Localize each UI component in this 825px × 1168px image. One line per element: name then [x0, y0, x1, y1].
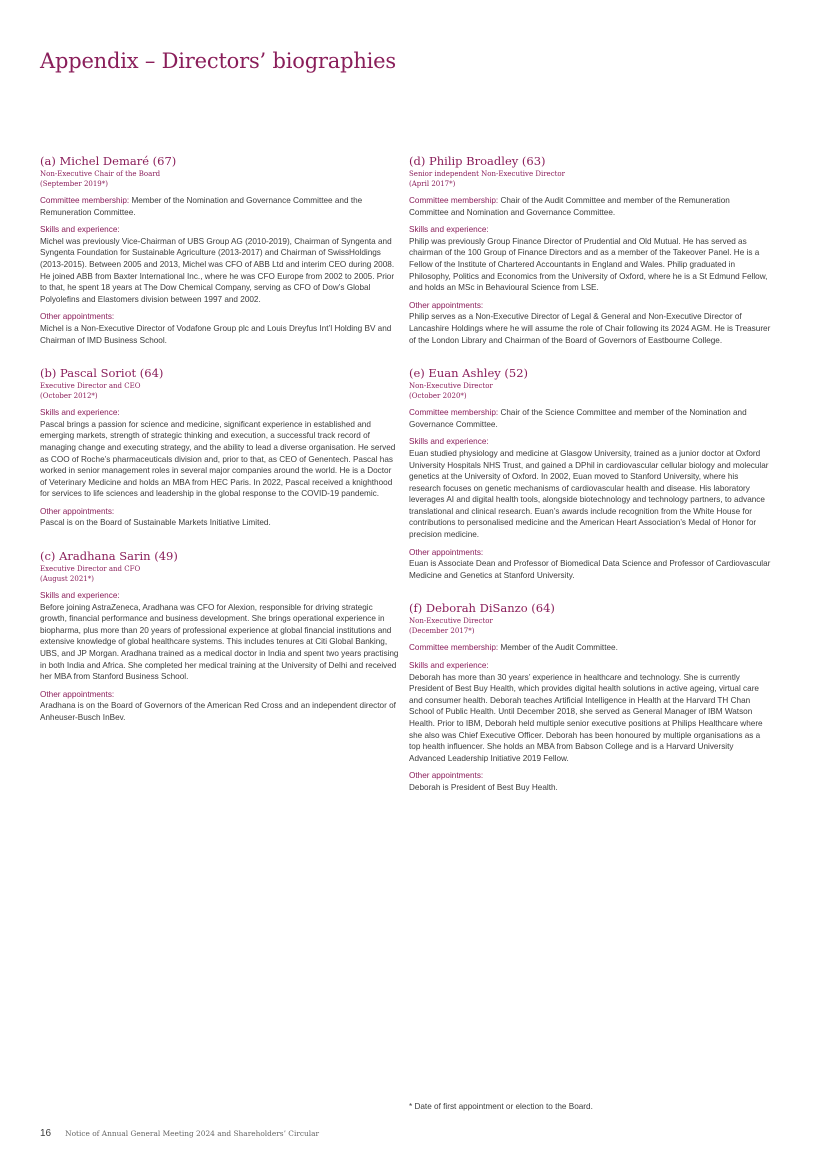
skills-label: Skills and experience: — [40, 591, 120, 601]
committee-text: Chair of the Audit Committee and member of the Remuneration Committee and Nomination and Governance Committee. — [409, 196, 730, 217]
director-bio — [409, 601, 771, 793]
committee-membership — [409, 642, 771, 654]
skills-text: Pascal brings a passion for science and medicine, significant experience in established and emerging markets, strength of strategic thinking and execution, a successful track record of managing change and executing strategy, and the ability to lead a diverse organisation. He served as COO of Roche’s pharmaceuticals division and, prior to that, as CEO of Genentech. Pascal has worked in senior management roles in several major companies around the world. He is a Doctor of Veterinary Medicine and holds an MBA from HEC Paris. In 2022, Pascal received a knighthood for services to life sciences and leadership in the global response to the COVID-19 pandemic. — [40, 419, 396, 499]
other-appointments-text: Pascal is on the Board of Sustainable Markets Initiative Limited. — [40, 518, 271, 528]
committee-label: Committee membership: — [409, 643, 499, 653]
director-name: (b) Pascal Soriot (64) — [40, 366, 164, 381]
other-appointments-text: Aradhana is on the Board of Governors of the American Red Cross and an independent director of Anheuser-Busch InBev. — [40, 701, 396, 722]
director-role: Non-Executive Chair of the Board — [40, 170, 161, 178]
other-appointments-label: Other appointments: — [409, 300, 484, 310]
skills-text: Before joining AstraZeneca, Aradhana was CFO for Alexion, responsible for driving strategic growth, financial performance and business development. She brings operational experience in biopharma, plus more than 20 years of professional experience at global financial institutions and extensive knowledge of global healthcare systems. This includes tenures at Citi Global Banking, UBS, and JP Morgan. Aradhana trained as a medical doctor in India and spent two years practising in both India and Africa. She completed her medical training at the University of Delhi and received her MBA from Stanford Business School. — [40, 602, 399, 682]
skills-text: Michel was previously Vice-Chairman of UBS Group AG (2010-2019), Chairman of Syngenta and Syngenta Foundation for Sustainable Agriculture (2013-2017) and Chairman of SwissHoldings (2013-2015). Between 2005 and 2013, Michel was CFO of ABB Ltd and interim CEO during 2008. He joined ABB from Baxter International Inc., where he was CFO Europe from 2002 to 2005. Prior to that, he spent 18 years at The Dow Chemical Company, serving as CFO of Dow’s Global Polyolefins and Elastomers division between 1997 and 2002. — [40, 236, 395, 304]
skills-label: Skills and experience: — [409, 661, 489, 671]
other-appointments-label: Other appointments: — [40, 689, 115, 699]
appointment-date: (August 2021*) — [40, 575, 94, 584]
other-appointments-label: Other appointments: — [409, 771, 484, 781]
director-role: Non-Executive Director — [409, 617, 493, 626]
director-name: (d) Philip Broadley (63) — [409, 154, 546, 168]
director-bio — [409, 366, 771, 581]
director-bio — [40, 366, 400, 529]
appointment-date: (April 2017*) — [409, 180, 456, 188]
committee-text: Chair of the Science Committee and member of the Nomination and Governance Committee. — [409, 408, 747, 429]
committee-label: Committee membership: — [409, 196, 499, 205]
document-title: Notice of Annual General Meeting 2024 and Shareholders’ Circular — [65, 1129, 320, 1138]
committee-membership — [40, 195, 400, 218]
director-name: (f) Deborah DiSanzo (64) — [409, 601, 555, 616]
skills-label: Skills and experience: — [409, 437, 489, 447]
left-column — [40, 154, 400, 744]
committee-text: Member of the Audit Committee. — [498, 643, 618, 653]
appointment-date: (December 2017*) — [409, 627, 475, 636]
skills-label: Skills and experience: — [40, 225, 120, 235]
committee-text: Member of the Nomination and Governance Committee and the Remuneration Committee. — [40, 196, 363, 217]
appointment-date: (September 2019*) — [40, 180, 108, 188]
other-appointments-text: Euan is Associate Dean and Professor of Biomedical Data Science and Professor of Cardiovascular Medicine and Genetics at Stanford University. — [409, 559, 771, 580]
page-number: 16 — [40, 1128, 52, 1139]
committee-label: Committee membership: — [40, 196, 130, 205]
appointment-date: (October 2020*) — [409, 392, 467, 401]
appointment-date: (October 2012*) — [40, 392, 98, 401]
committee-label: Committee membership: — [409, 408, 499, 418]
other-appointments-label: Other appointments: — [40, 312, 115, 322]
director-role: Senior independent Non-Executive Director — [409, 170, 565, 178]
other-appointments-text: Michel is a Non-Executive Director of Vodafone Group plc and Louis Dreyfus Int’l Holding BV and Chairman of IMD Business School. — [40, 323, 392, 345]
skills-label: Skills and experience: — [40, 408, 120, 418]
right-column — [409, 154, 771, 814]
director-name: (c) Aradhana Sarin (49) — [40, 549, 178, 564]
director-bio — [40, 549, 400, 724]
page-title: Appendix – Directors’ biographies — [40, 49, 396, 73]
page-footer — [40, 1128, 319, 1139]
director-bio — [409, 154, 771, 346]
director-name: (e) Euan Ashley (52) — [409, 366, 529, 381]
director-bio — [40, 154, 400, 346]
committee-membership — [409, 195, 771, 218]
skills-text: Deborah has more than 30 years’ experience in healthcare and technology. She is currently President of Best Buy Health, which provides digital health solutions in active ageing, virtual care and consumer health. Deborah teaches Artificial Intelligence in Health at the Harvard TH Chan School of Public Health. Until December 2018, she served as General Manager of IBM Watson Health. Prior to IBM, Deborah held multiple senior executive positions at Philips Healthcare where she also was Chief Executive Officer. Deborah has been honoured by multiple organisations as a top health influencer. She holds an MBA from Babson College and is a Harvard University Advanced Leadership Initiative 2019 Fellow. — [409, 672, 763, 763]
other-appointments-text: Deborah is President of Best Buy Health. — [409, 782, 558, 792]
other-appointments-text: Philip serves as a Non-Executive Director of Legal & General and Non-Executive Director of Lancashire Holdings where he will assume the role of Chair following its 2024 AGM. He is Treasurer of the London Library and Chairman of the Board of Governors of Eastbourne College. — [409, 312, 771, 345]
skills-text: Philip was previously Group Finance Director of Prudential and Old Mutual. He has served as chairman of the 100 Group of Finance Directors and as a member of the Takeover Panel. He is a Fellow of the Institute of Chartered Accountants in England and Wales. Philip graduated in Philosophy, Politics and Economics from the University of Oxford, where he is a St Edmund Fellow, and holds an MSc in Behavioural Science from LSE. — [409, 236, 768, 293]
committee-membership — [409, 407, 771, 430]
footnote: * Date of first appointment or election to the Board. — [409, 1102, 593, 1111]
skills-label: Skills and experience: — [409, 225, 489, 235]
other-appointments-label: Other appointments: — [409, 547, 484, 557]
director-role: Executive Director and CEO — [40, 382, 141, 391]
other-appointments-label: Other appointments: — [40, 506, 115, 516]
skills-text: Euan studied physiology and medicine at Glasgow University, trained as a junior doctor at Oxford University Hospitals NHS Trust, and gained a DPhil in cardiovascular cellular biology and molecular genetics at the University of Oxford. In 2002, Euan moved to Stanford University, where his research focuses on genetic mechanisms of cardiovascular health and disease. His laboratory leverages AI and digital health tools, alongside biotechnology and technology partners, to advance translational and clinical research. Euan’s awards include recognition from the White House for contributions to personalised medicine and the American Heart Association’s Medal of Honor for precision medicine. — [409, 448, 769, 540]
director-role: Non-Executive Director — [409, 382, 493, 391]
director-name: (a) Michel Demaré (67) — [40, 154, 177, 168]
director-role: Executive Director and CFO — [40, 565, 141, 574]
